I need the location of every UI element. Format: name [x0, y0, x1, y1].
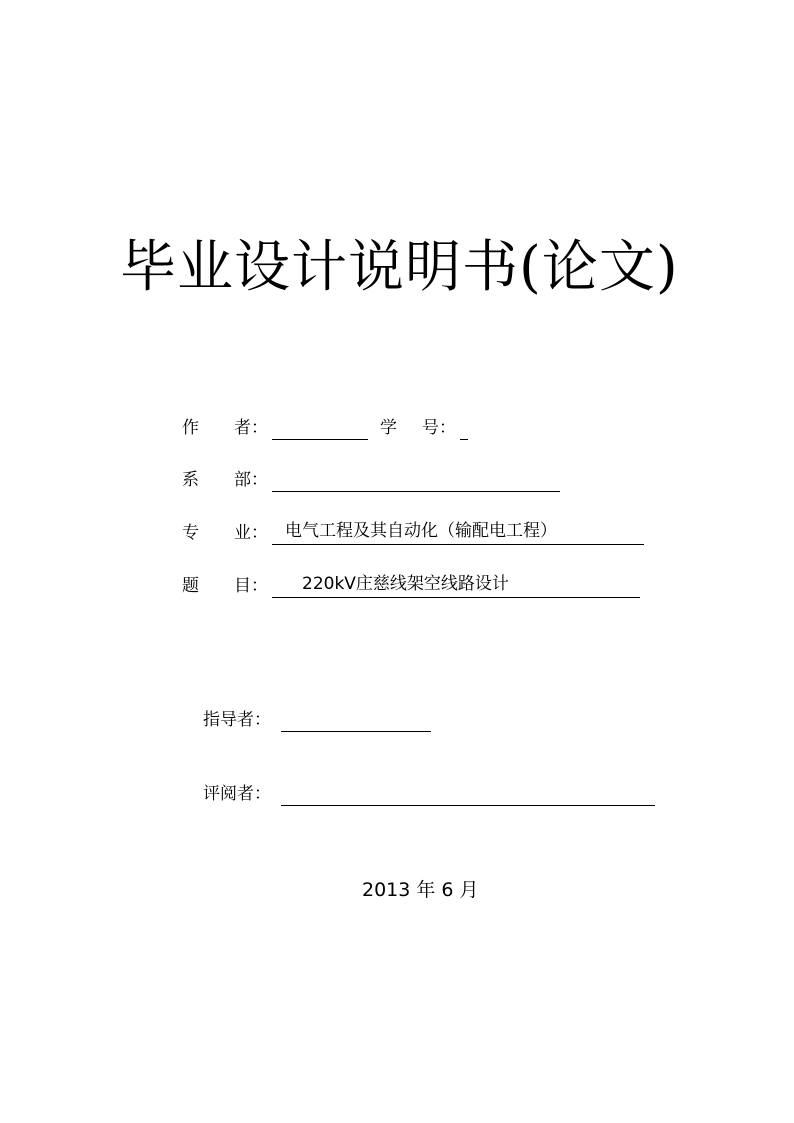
- topic-label-char: 题: [182, 576, 199, 596]
- author-label-char: 作: [182, 418, 199, 438]
- student-id-label-char: 学: [380, 418, 397, 438]
- advisor-label: 指导者：: [203, 710, 271, 730]
- advisor-row: [203, 708, 443, 732]
- document-title: 毕业设计说明书(论文): [120, 235, 679, 300]
- author-row: [182, 416, 502, 440]
- topic-field[interactable]: [272, 574, 640, 598]
- reviewer-label: 评阅者：: [203, 784, 271, 804]
- department-label-char: 系: [182, 470, 199, 490]
- student-id-field[interactable]: [460, 416, 468, 440]
- department-label-suffix: 部：: [234, 470, 268, 490]
- topic-value: 220kV庄慈线架空线路设计: [302, 574, 509, 594]
- advisor-field[interactable]: [281, 708, 431, 732]
- major-row: [182, 521, 662, 545]
- department-field[interactable]: [272, 468, 560, 492]
- author-field[interactable]: [272, 416, 368, 440]
- major-label-suffix: 业：: [234, 523, 268, 543]
- topic-row: [182, 574, 662, 598]
- reviewer-field[interactable]: [281, 782, 655, 806]
- reviewer-row: [203, 782, 663, 806]
- author-label-suffix: 者：: [234, 418, 268, 438]
- student-id-label-suffix: 号：: [422, 418, 456, 438]
- department-row: [182, 468, 582, 492]
- major-value: 电气工程及其自动化（输配电工程）: [285, 521, 557, 541]
- topic-label-suffix: 目：: [234, 576, 268, 596]
- major-label-char: 专: [182, 523, 199, 543]
- major-field[interactable]: [272, 521, 644, 545]
- submission-date: 2013 年 6 月: [362, 879, 479, 901]
